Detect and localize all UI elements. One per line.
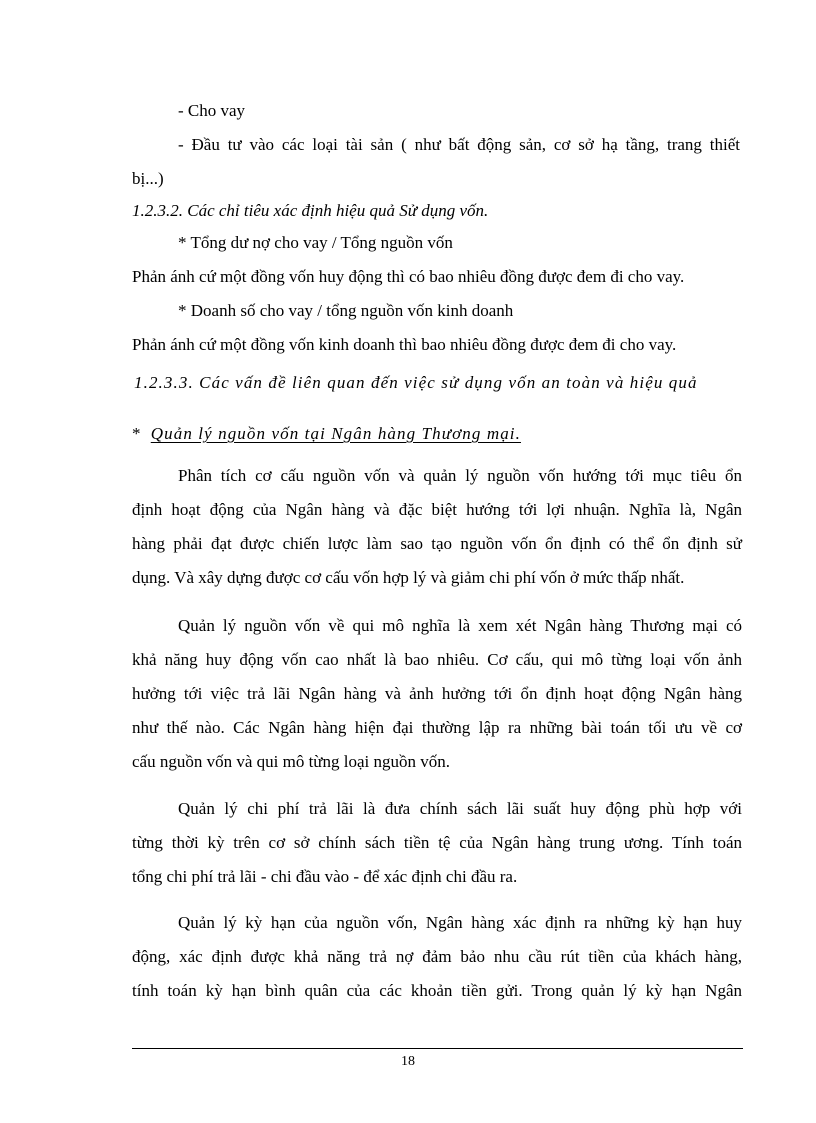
indicator-1-description: Phản ánh cứ một đồng vốn huy động thì có bao nhiêu đồng được đem đi cho vay. xyxy=(132,267,685,286)
paragraph-1-line-2: định hoạt động của Ngân hàng và đặc biệt hướng tới lợi nhuận. Nghĩa là, Ngân xyxy=(132,500,742,519)
subheading-bullet: * xyxy=(132,424,141,443)
paragraph-4-line-3: tính toán kỳ hạn bình quân của các khoản tiền gửi. Trong quản lý kỳ hạn Ngân xyxy=(132,981,742,1000)
paragraph-3-line-2: từng thời kỳ trên cơ sở chính sách tiền tệ của Ngân hàng trung ương. Tính toán xyxy=(132,833,742,852)
page-number: 18 xyxy=(401,1054,415,1069)
indicator-2-description: Phản ánh cứ một đồng vốn kinh doanh thì bao nhiêu đồng được đem đi cho vay. xyxy=(132,335,677,354)
indicator-1: * Tổng dư nợ cho vay / Tổng nguồn vốn xyxy=(178,233,453,252)
paragraph-4-line-1: Quản lý kỳ hạn của nguồn vốn, Ngân hàng xác định ra những kỳ hạn huy xyxy=(178,913,742,932)
paragraph-1-line-4: dụng. Và xây dựng được cơ cấu vốn hợp lý và giảm chi phí vốn ở mức thấp nhất. xyxy=(132,568,685,587)
paragraph-2-line-4: như thế nào. Các Ngân hàng hiện đại thường lập ra những bài toán tối ưu về cơ xyxy=(132,718,742,737)
section-heading-1233: 1.2.3.3. Các vấn đề liên quan đến việc sử dụng vốn an toàn và hiệu quả xyxy=(134,373,698,392)
paragraph-1-line-1: Phân tích cơ cấu nguồn vốn và quản lý nguồn vốn hướng tới mục tiêu ổn xyxy=(178,466,742,485)
paragraph-2-line-3: hưởng tới việc trả lãi Ngân hàng và ảnh hưởng tới ổn định hoạt động Ngân hàng xyxy=(132,684,742,703)
section-heading-1232: 1.2.3.2. Các chỉ tiêu xác định hiệu quả Sử dụng vốn. xyxy=(132,201,489,220)
list-item-continuation: bị...) xyxy=(132,169,164,188)
paragraph-2-line-2: khả năng huy động vốn cao nhất là bao nhiêu. Cơ cấu, qui mô từng loại vốn ảnh xyxy=(132,650,742,669)
paragraph-3-line-3: tổng chi phí trả lãi - chi đầu vào - để xác định chi đầu ra. xyxy=(132,867,518,886)
paragraph-4-line-2: động, xác định được khả năng trả nợ đảm bảo nhu cầu rút tiền của khách hàng, xyxy=(132,947,742,966)
list-item-cho-vay: - Cho vay xyxy=(178,101,246,120)
subheading xyxy=(132,424,521,444)
paragraph-2-line-5: cấu nguồn vốn và qui mô từng loại nguồn vốn. xyxy=(132,752,451,771)
paragraph-1-line-3: hàng phải đạt được chiến lược làm sao tạo nguồn vốn ổn định có thể ổn định sử xyxy=(132,534,742,553)
indicator-2: * Doanh số cho vay / tổng nguồn vốn kinh doanh xyxy=(178,301,514,320)
footer-rule xyxy=(132,1048,743,1049)
paragraph-3-line-1: Quản lý chi phí trả lãi là đưa chính sách lãi suất huy động phù hợp với xyxy=(178,799,742,818)
paragraph-2-line-1: Quản lý nguồn vốn về qui mô nghĩa là xem xét Ngân hàng Thương mại có xyxy=(178,616,742,635)
list-item-dau-tu: - Đầu tư vào các loại tài sản ( như bất động sản, cơ sở hạ tầng, trang thiết xyxy=(178,135,740,154)
subheading-text: Quản lý nguồn vốn tại Ngân hàng Thương mại. xyxy=(150,424,521,443)
